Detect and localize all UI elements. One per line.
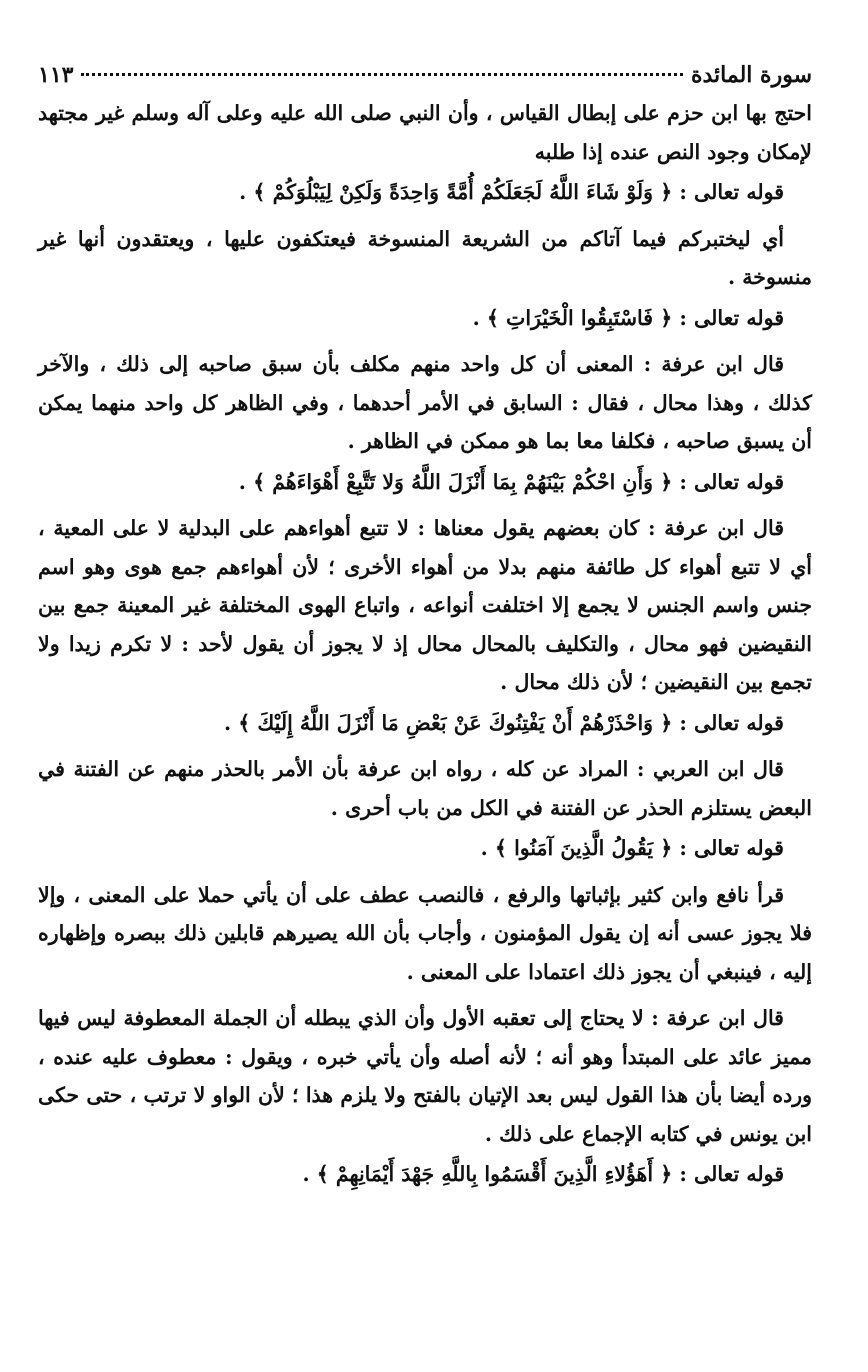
verse-citation: قوله تعالى : ﴿ فَاسْتَبِقُوا الْخَيْرَاتِ ﴾ . [472,305,784,330]
verse-citation: قوله تعالى : ﴿ وَأَنِ احْكُمْ بَيْنَهُمْ بِمَا أَنْزَلَ اللَّهُ وَلا تَتَّبِعْ أَهْوَاءَهُمْ ﴾ . [238,469,784,494]
paragraph: أي ليختبركم فيما آتاكم من الشريعة المنسوخة فيعتكفون عليها ، ويعتقدون أنها غير منسوخة . [38,226,812,289]
verse-citation: قوله تعالى : ﴿ وَلَوْ شَاءَ اللَّهُ لَجَعَلَكُمْ أُمَّةً وَاحِدَةً وَلَكِنْ لِيَبْلُوَكُمْ ﴾ . [239,180,784,204]
paragraph: قال ابن عرفة : كان بعضهم يقول معناها : لا تتبع أهواءهم على البدلية لا على المعية ، أي لا تتبع أهواء كل طائفة منهم بدلا من أهواء الأخرى ؛ لأن أهواءهم جمع هوى وهو اسم جنس واسم الجنس لا يجمع إلا اختلفت أنواعه ، واتباع الهوى المختلفة غير المعينة جمع بين النقيضين فهو محال ، والتكليف بالمحال محال إذ لا يجوز أن يقول لأحد : لا تكرم زيدا ولا تجمع بين النقيضين ؛ لأن ذلك محال . [38,516,812,694]
paragraph: قرأ نافع وابن كثير بإثباتها والرفع ، فالنصب عطف على أن يأتي حملا على المعنى ، وإلا فلا يجوز عسى أنه إن يقول المؤمنون ، وأجاب بأن الله يصيرهم قابلين ذلك ببصره وإظهاره إليه ، فينبغي أن يجوز ذلك اعتمادا على المعنى . [38,882,812,984]
header-dot-leader [81,73,683,76]
paragraph: قال ابن عرفة : لا يحتاج إلى تعقبه الأول وأن الذي يبطله أن الجملة المعطوفة ليس فيها مميز عائد على المبتدأ وهو أنه ؛ لأنه أصله وأن يأتي خبره ، ويقول : معطوف عليه عنده ، ورده أيضا بأن هذا القول ليس بعد الإتيان بالفتح ولا يلزم هذا ؛ لأن الواو لا ترتب ، حتى حكى ابن يونس في كتابه الإجماع على ذلك . [38,1006,812,1146]
surah-name: سورة المائدة [690,62,812,88]
paragraph: قال ابن العربي : المراد عن كله ، رواه ابن عرفة بأن الأمر بالحذر منهم عن الفتنة في البعض يستلزم الحذر عن الفتنة في الكل من باب أحرى . [38,757,812,820]
page-body [38,94,812,1194]
paragraph: قال ابن عرفة : المعنى أن كل واحد منهم مكلف بأن سبق صاحبه إلى ذلك ، والآخر كذلك ، وهذا محال ، فقال : السابق في الأمر أحدهما ، وفي الظاهر كل واحد منهما يمكن أن يسبق صاحبه ، فكلفا معا بما هو ممكن في الظاهر . [38,352,812,453]
verse-citation: قوله تعالى : ﴿ وَاحْذَرْهُمْ أَنْ يَفْتِنُوكَ عَنْ بَعْضِ مَا أَنْزَلَ اللَّهُ إِلَيْكَ ﴾ . [223,710,784,735]
paragraph: احتج بها ابن حزم على إبطال القياس ، وأن النبي صلى الله عليه وعلى آله وسلم غير مجتهد لإمكان وجود النص عنده إذا طلبه [38,101,812,164]
verse-citation: قوله تعالى : ﴿ أَهَؤُلاءِ الَّذِينَ أَقْسَمُوا بِاللَّهِ جَهْدَ أَيْمَانِهِمْ ﴾ . [302,1162,784,1186]
running-header [38,58,812,92]
page-number: ١١٣ [38,62,74,88]
verse-citation: قوله تعالى : ﴿ يَقُولُ الَّذِينَ آمَنُوا ﴾ . [480,836,784,860]
